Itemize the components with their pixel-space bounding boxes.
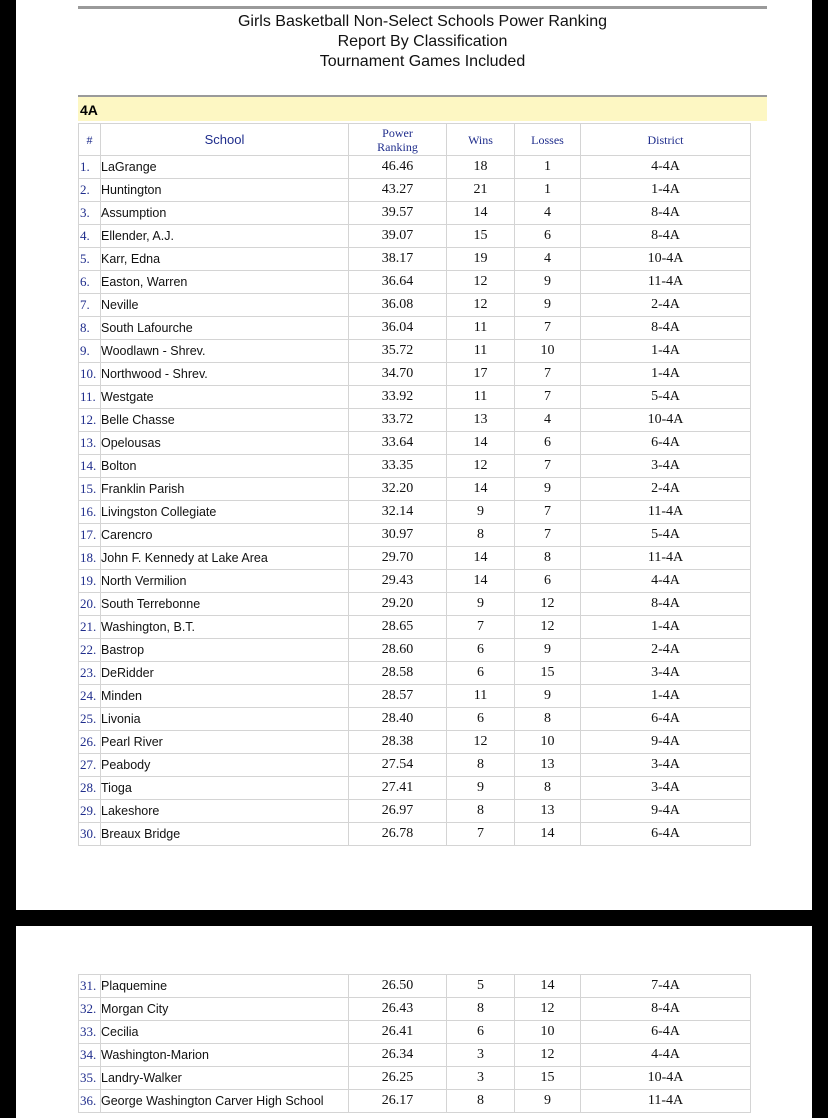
district-cell: 6-4A bbox=[581, 432, 751, 455]
table-row bbox=[79, 1021, 751, 1044]
losses-cell: 7 bbox=[515, 363, 581, 386]
district-cell: 6-4A bbox=[581, 1021, 751, 1044]
table-row bbox=[79, 455, 751, 478]
district-cell: 2-4A bbox=[581, 478, 751, 501]
power-ranking-cell: 46.46 bbox=[349, 156, 447, 179]
table-row bbox=[79, 248, 751, 271]
wins-cell: 11 bbox=[447, 386, 515, 409]
school-cell: Franklin Parish bbox=[101, 478, 349, 501]
rank-cell: 27. bbox=[79, 754, 101, 777]
rank-cell: 36. bbox=[79, 1090, 101, 1113]
power-ranking-cell: 33.35 bbox=[349, 455, 447, 478]
table-row bbox=[79, 179, 751, 202]
wins-cell: 13 bbox=[447, 409, 515, 432]
rank-cell: 25. bbox=[79, 708, 101, 731]
wins-cell: 14 bbox=[447, 547, 515, 570]
power-ranking-cell: 28.58 bbox=[349, 662, 447, 685]
district-cell: 5-4A bbox=[581, 524, 751, 547]
wins-cell: 14 bbox=[447, 202, 515, 225]
table-row bbox=[79, 317, 751, 340]
losses-cell: 8 bbox=[515, 708, 581, 731]
table-row bbox=[79, 731, 751, 754]
wins-cell: 9 bbox=[447, 593, 515, 616]
wins-cell: 6 bbox=[447, 1021, 515, 1044]
report-title bbox=[78, 12, 767, 72]
rank-cell: 26. bbox=[79, 731, 101, 754]
rank-cell: 19. bbox=[79, 570, 101, 593]
wins-cell: 3 bbox=[447, 1067, 515, 1090]
table-row bbox=[79, 501, 751, 524]
table-row bbox=[79, 975, 751, 998]
school-cell: Karr, Edna bbox=[101, 248, 349, 271]
district-cell: 11-4A bbox=[581, 271, 751, 294]
school-cell: Livingston Collegiate bbox=[101, 501, 349, 524]
district-cell: 1-4A bbox=[581, 685, 751, 708]
wins-cell: 11 bbox=[447, 685, 515, 708]
district-cell: 8-4A bbox=[581, 317, 751, 340]
district-cell: 1-4A bbox=[581, 616, 751, 639]
table-row bbox=[79, 777, 751, 800]
district-cell: 3-4A bbox=[581, 754, 751, 777]
power-ranking-cell: 26.50 bbox=[349, 975, 447, 998]
power-ranking-cell: 26.78 bbox=[349, 823, 447, 846]
power-ranking-cell: 26.25 bbox=[349, 1067, 447, 1090]
school-cell: Assumption bbox=[101, 202, 349, 225]
district-cell: 3-4A bbox=[581, 662, 751, 685]
losses-cell: 9 bbox=[515, 271, 581, 294]
wins-cell: 8 bbox=[447, 754, 515, 777]
school-cell: South Terrebonne bbox=[101, 593, 349, 616]
power-ranking-cell: 27.54 bbox=[349, 754, 447, 777]
power-ranking-cell: 38.17 bbox=[349, 248, 447, 271]
table-row bbox=[79, 386, 751, 409]
losses-cell: 12 bbox=[515, 998, 581, 1021]
losses-cell: 9 bbox=[515, 685, 581, 708]
school-cell: DeRidder bbox=[101, 662, 349, 685]
rank-cell: 1. bbox=[79, 156, 101, 179]
district-cell: 1-4A bbox=[581, 179, 751, 202]
school-cell: Landry-Walker bbox=[101, 1067, 349, 1090]
rank-cell: 32. bbox=[79, 998, 101, 1021]
district-cell: 2-4A bbox=[581, 294, 751, 317]
wins-cell: 8 bbox=[447, 800, 515, 823]
school-cell: Washington, B.T. bbox=[101, 616, 349, 639]
power-ranking-cell: 28.65 bbox=[349, 616, 447, 639]
classification-header: 4A bbox=[78, 95, 767, 121]
header-rule bbox=[78, 6, 767, 9]
table-row bbox=[79, 524, 751, 547]
losses-cell: 4 bbox=[515, 409, 581, 432]
table-row bbox=[79, 754, 751, 777]
school-cell: Ellender, A.J. bbox=[101, 225, 349, 248]
losses-cell: 14 bbox=[515, 975, 581, 998]
losses-cell: 1 bbox=[515, 156, 581, 179]
wins-cell: 14 bbox=[447, 570, 515, 593]
rank-cell: 20. bbox=[79, 593, 101, 616]
rank-cell: 33. bbox=[79, 1021, 101, 1044]
rank-cell: 23. bbox=[79, 662, 101, 685]
wins-cell: 11 bbox=[447, 317, 515, 340]
rank-cell: 9. bbox=[79, 340, 101, 363]
school-cell: Westgate bbox=[101, 386, 349, 409]
losses-cell: 1 bbox=[515, 179, 581, 202]
title-line-3: Tournament Games Included bbox=[319, 53, 526, 70]
losses-cell: 4 bbox=[515, 202, 581, 225]
wins-cell: 14 bbox=[447, 478, 515, 501]
school-cell: South Lafourche bbox=[101, 317, 349, 340]
district-cell: 3-4A bbox=[581, 455, 751, 478]
table-row bbox=[79, 225, 751, 248]
school-cell: Northwood - Shrev. bbox=[101, 363, 349, 386]
rank-cell: 35. bbox=[79, 1067, 101, 1090]
school-cell: Belle Chasse bbox=[101, 409, 349, 432]
school-cell: Lakeshore bbox=[101, 800, 349, 823]
col-header-wins: Wins bbox=[447, 124, 515, 156]
power-ranking-cell: 28.40 bbox=[349, 708, 447, 731]
losses-cell: 14 bbox=[515, 823, 581, 846]
col-header-district: District bbox=[581, 124, 751, 156]
rank-cell: 10. bbox=[79, 363, 101, 386]
losses-cell: 8 bbox=[515, 547, 581, 570]
wins-cell: 19 bbox=[447, 248, 515, 271]
rank-cell: 14. bbox=[79, 455, 101, 478]
losses-cell: 4 bbox=[515, 248, 581, 271]
power-ranking-cell: 33.72 bbox=[349, 409, 447, 432]
power-ranking-cell: 29.43 bbox=[349, 570, 447, 593]
rank-cell: 17. bbox=[79, 524, 101, 547]
school-cell: Breaux Bridge bbox=[101, 823, 349, 846]
wins-cell: 12 bbox=[447, 731, 515, 754]
table-row bbox=[79, 662, 751, 685]
district-cell: 6-4A bbox=[581, 708, 751, 731]
rank-cell: 12. bbox=[79, 409, 101, 432]
school-cell: Washington-Marion bbox=[101, 1044, 349, 1067]
school-cell: Bastrop bbox=[101, 639, 349, 662]
table-row bbox=[79, 639, 751, 662]
table-row bbox=[79, 202, 751, 225]
losses-cell: 12 bbox=[515, 593, 581, 616]
wins-cell: 6 bbox=[447, 708, 515, 731]
rank-cell: 29. bbox=[79, 800, 101, 823]
table-header-row bbox=[79, 124, 751, 156]
school-cell: Livonia bbox=[101, 708, 349, 731]
losses-cell: 13 bbox=[515, 754, 581, 777]
rank-cell: 5. bbox=[79, 248, 101, 271]
school-cell: Huntington bbox=[101, 179, 349, 202]
col-header-power-ranking bbox=[349, 124, 447, 156]
district-cell: 2-4A bbox=[581, 639, 751, 662]
wins-cell: 12 bbox=[447, 294, 515, 317]
district-cell: 10-4A bbox=[581, 409, 751, 432]
losses-cell: 7 bbox=[515, 317, 581, 340]
district-cell: 4-4A bbox=[581, 1044, 751, 1067]
rank-cell: 7. bbox=[79, 294, 101, 317]
table-row bbox=[79, 156, 751, 179]
power-ranking-cell: 39.57 bbox=[349, 202, 447, 225]
title-line-2: Report By Classification bbox=[337, 33, 508, 50]
wins-cell: 15 bbox=[447, 225, 515, 248]
col-header-power-line1: Power bbox=[382, 125, 413, 140]
power-ranking-cell: 36.04 bbox=[349, 317, 447, 340]
school-cell: Tioga bbox=[101, 777, 349, 800]
rank-cell: 8. bbox=[79, 317, 101, 340]
school-cell: George Washington Carver High School bbox=[101, 1090, 349, 1113]
losses-cell: 7 bbox=[515, 524, 581, 547]
district-cell: 3-4A bbox=[581, 777, 751, 800]
losses-cell: 12 bbox=[515, 1044, 581, 1067]
district-cell: 4-4A bbox=[581, 156, 751, 179]
district-cell: 8-4A bbox=[581, 593, 751, 616]
district-cell: 8-4A bbox=[581, 225, 751, 248]
power-ranking-cell: 33.92 bbox=[349, 386, 447, 409]
power-ranking-cell: 30.97 bbox=[349, 524, 447, 547]
table-row bbox=[79, 1090, 751, 1113]
table-row bbox=[79, 593, 751, 616]
wins-cell: 8 bbox=[447, 1090, 515, 1113]
rank-cell: 16. bbox=[79, 501, 101, 524]
wins-cell: 9 bbox=[447, 777, 515, 800]
rank-cell: 30. bbox=[79, 823, 101, 846]
district-cell: 4-4A bbox=[581, 570, 751, 593]
table-row bbox=[79, 616, 751, 639]
rankings-table bbox=[78, 123, 751, 846]
district-cell: 1-4A bbox=[581, 363, 751, 386]
rank-cell: 4. bbox=[79, 225, 101, 248]
power-ranking-cell: 28.60 bbox=[349, 639, 447, 662]
school-cell: Opelousas bbox=[101, 432, 349, 455]
table-row bbox=[79, 1044, 751, 1067]
report-page-1 bbox=[16, 0, 812, 910]
table-row bbox=[79, 823, 751, 846]
power-ranking-cell: 36.08 bbox=[349, 294, 447, 317]
district-cell: 6-4A bbox=[581, 823, 751, 846]
losses-cell: 15 bbox=[515, 1067, 581, 1090]
rankings-table-continued bbox=[78, 974, 751, 1113]
district-cell: 8-4A bbox=[581, 998, 751, 1021]
wins-cell: 6 bbox=[447, 662, 515, 685]
table-row bbox=[79, 998, 751, 1021]
title-line-1: Girls Basketball Non-Select Schools Power Ranking bbox=[237, 13, 608, 30]
power-ranking-cell: 43.27 bbox=[349, 179, 447, 202]
losses-cell: 9 bbox=[515, 639, 581, 662]
losses-cell: 7 bbox=[515, 455, 581, 478]
table-row bbox=[79, 294, 751, 317]
losses-cell: 7 bbox=[515, 501, 581, 524]
wins-cell: 8 bbox=[447, 998, 515, 1021]
school-cell: John F. Kennedy at Lake Area bbox=[101, 547, 349, 570]
table-row bbox=[79, 271, 751, 294]
district-cell: 8-4A bbox=[581, 202, 751, 225]
col-header-losses: Losses bbox=[515, 124, 581, 156]
power-ranking-cell: 26.34 bbox=[349, 1044, 447, 1067]
wins-cell: 17 bbox=[447, 363, 515, 386]
power-ranking-cell: 35.72 bbox=[349, 340, 447, 363]
col-header-school: School bbox=[101, 124, 349, 156]
school-cell: LaGrange bbox=[101, 156, 349, 179]
table-row bbox=[79, 685, 751, 708]
losses-cell: 9 bbox=[515, 294, 581, 317]
power-ranking-cell: 34.70 bbox=[349, 363, 447, 386]
wins-cell: 3 bbox=[447, 1044, 515, 1067]
losses-cell: 10 bbox=[515, 1021, 581, 1044]
losses-cell: 8 bbox=[515, 777, 581, 800]
school-cell: Plaquemine bbox=[101, 975, 349, 998]
school-cell: Pearl River bbox=[101, 731, 349, 754]
district-cell: 11-4A bbox=[581, 501, 751, 524]
wins-cell: 14 bbox=[447, 432, 515, 455]
table-row bbox=[79, 800, 751, 823]
district-cell: 10-4A bbox=[581, 1067, 751, 1090]
rank-cell: 28. bbox=[79, 777, 101, 800]
district-cell: 11-4A bbox=[581, 1090, 751, 1113]
district-cell: 11-4A bbox=[581, 547, 751, 570]
wins-cell: 11 bbox=[447, 340, 515, 363]
col-header-power-line2: Ranking bbox=[377, 139, 418, 154]
rank-cell: 3. bbox=[79, 202, 101, 225]
power-ranking-cell: 26.43 bbox=[349, 998, 447, 1021]
table-row bbox=[79, 432, 751, 455]
losses-cell: 9 bbox=[515, 1090, 581, 1113]
school-cell: Carencro bbox=[101, 524, 349, 547]
table-row bbox=[79, 708, 751, 731]
district-cell: 10-4A bbox=[581, 248, 751, 271]
rank-cell: 11. bbox=[79, 386, 101, 409]
wins-cell: 12 bbox=[447, 455, 515, 478]
school-cell: Easton, Warren bbox=[101, 271, 349, 294]
school-cell: Cecilia bbox=[101, 1021, 349, 1044]
losses-cell: 13 bbox=[515, 800, 581, 823]
table-row bbox=[79, 340, 751, 363]
rank-cell: 15. bbox=[79, 478, 101, 501]
rank-cell: 13. bbox=[79, 432, 101, 455]
col-header-rank: # bbox=[79, 124, 101, 156]
wins-cell: 8 bbox=[447, 524, 515, 547]
district-cell: 5-4A bbox=[581, 386, 751, 409]
rank-cell: 34. bbox=[79, 1044, 101, 1067]
power-ranking-cell: 32.14 bbox=[349, 501, 447, 524]
wins-cell: 7 bbox=[447, 823, 515, 846]
power-ranking-cell: 26.41 bbox=[349, 1021, 447, 1044]
school-cell: Neville bbox=[101, 294, 349, 317]
table-row bbox=[79, 363, 751, 386]
power-ranking-cell: 39.07 bbox=[349, 225, 447, 248]
rank-cell: 24. bbox=[79, 685, 101, 708]
rank-cell: 6. bbox=[79, 271, 101, 294]
district-cell: 1-4A bbox=[581, 340, 751, 363]
rank-cell: 2. bbox=[79, 179, 101, 202]
losses-cell: 10 bbox=[515, 731, 581, 754]
wins-cell: 21 bbox=[447, 179, 515, 202]
district-cell: 9-4A bbox=[581, 731, 751, 754]
rank-cell: 22. bbox=[79, 639, 101, 662]
power-ranking-cell: 28.57 bbox=[349, 685, 447, 708]
power-ranking-cell: 33.64 bbox=[349, 432, 447, 455]
school-cell: Bolton bbox=[101, 455, 349, 478]
table-row bbox=[79, 547, 751, 570]
power-ranking-cell: 27.41 bbox=[349, 777, 447, 800]
wins-cell: 9 bbox=[447, 501, 515, 524]
table-row bbox=[79, 1067, 751, 1090]
power-ranking-cell: 26.97 bbox=[349, 800, 447, 823]
wins-cell: 18 bbox=[447, 156, 515, 179]
district-cell: 9-4A bbox=[581, 800, 751, 823]
losses-cell: 6 bbox=[515, 225, 581, 248]
school-cell: Peabody bbox=[101, 754, 349, 777]
school-cell: North Vermilion bbox=[101, 570, 349, 593]
rank-cell: 18. bbox=[79, 547, 101, 570]
wins-cell: 6 bbox=[447, 639, 515, 662]
losses-cell: 15 bbox=[515, 662, 581, 685]
rank-cell: 21. bbox=[79, 616, 101, 639]
losses-cell: 10 bbox=[515, 340, 581, 363]
table-row bbox=[79, 570, 751, 593]
power-ranking-cell: 26.17 bbox=[349, 1090, 447, 1113]
report-page-2 bbox=[16, 926, 812, 1118]
power-ranking-cell: 28.38 bbox=[349, 731, 447, 754]
power-ranking-cell: 29.20 bbox=[349, 593, 447, 616]
wins-cell: 5 bbox=[447, 975, 515, 998]
wins-cell: 12 bbox=[447, 271, 515, 294]
school-cell: Woodlawn - Shrev. bbox=[101, 340, 349, 363]
rank-cell: 31. bbox=[79, 975, 101, 998]
wins-cell: 7 bbox=[447, 616, 515, 639]
losses-cell: 6 bbox=[515, 570, 581, 593]
losses-cell: 9 bbox=[515, 478, 581, 501]
table-row bbox=[79, 409, 751, 432]
power-ranking-cell: 29.70 bbox=[349, 547, 447, 570]
losses-cell: 12 bbox=[515, 616, 581, 639]
district-cell: 7-4A bbox=[581, 975, 751, 998]
losses-cell: 6 bbox=[515, 432, 581, 455]
school-cell: Minden bbox=[101, 685, 349, 708]
table-row bbox=[79, 478, 751, 501]
losses-cell: 7 bbox=[515, 386, 581, 409]
power-ranking-cell: 36.64 bbox=[349, 271, 447, 294]
power-ranking-cell: 32.20 bbox=[349, 478, 447, 501]
school-cell: Morgan City bbox=[101, 998, 349, 1021]
